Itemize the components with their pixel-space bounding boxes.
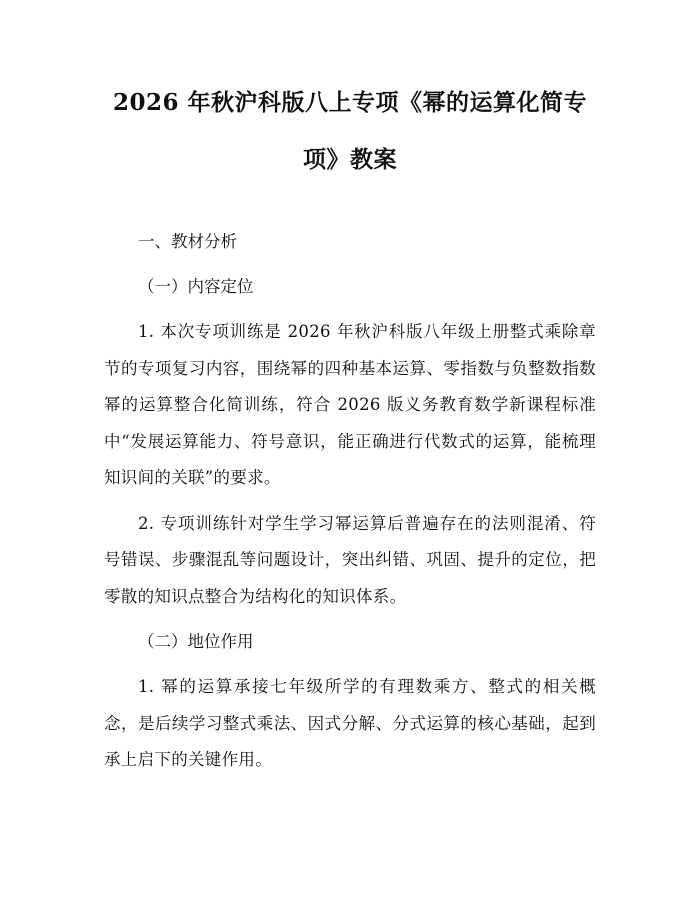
title-line-2: 项》教案 [303, 146, 397, 173]
paragraph-role-function-1: 1. 幂的运算承接七年级所学的有理数乘方、整式的相关概念，是后续学习整式乘法、因式分解、分式运算的核心基础，起到承上启下的关键作用。 [104, 677, 596, 769]
document-title [104, 74, 596, 188]
paragraph-content-positioning-2: 2. 专项训练针对学生学习幂运算后普遍存在的法则混淆、符号错误、步骤混乱等问题设计，突出纠错、巩固、提升的定位，把零散的知识点整合为结构化的知识体系。 [104, 513, 596, 606]
subsection-heading-content-positioning: （一）内容定位 [138, 277, 254, 296]
subsection-heading-role-function: （二）地位作用 [138, 632, 254, 651]
section-heading-textbook-analysis: 一、教材分析 [138, 232, 237, 251]
paragraph-content-positioning-1: 1. 本次专项训练是 2026 年秋沪科版八年级上册整式乘除章节的专项复习内容，围绕幂的四种基本运算、零指数与负整数指数幂的运算整合化简训练，符合 2026 版义务教育数学新课程标准中“发展运算能力、符号意识，能正确进行代数式的运算，能梳理知识间的关联”的要求。 [104, 322, 596, 487]
title-line-1: 2026 年秋沪科版八上专项《幂的运算化简专 [112, 89, 588, 116]
